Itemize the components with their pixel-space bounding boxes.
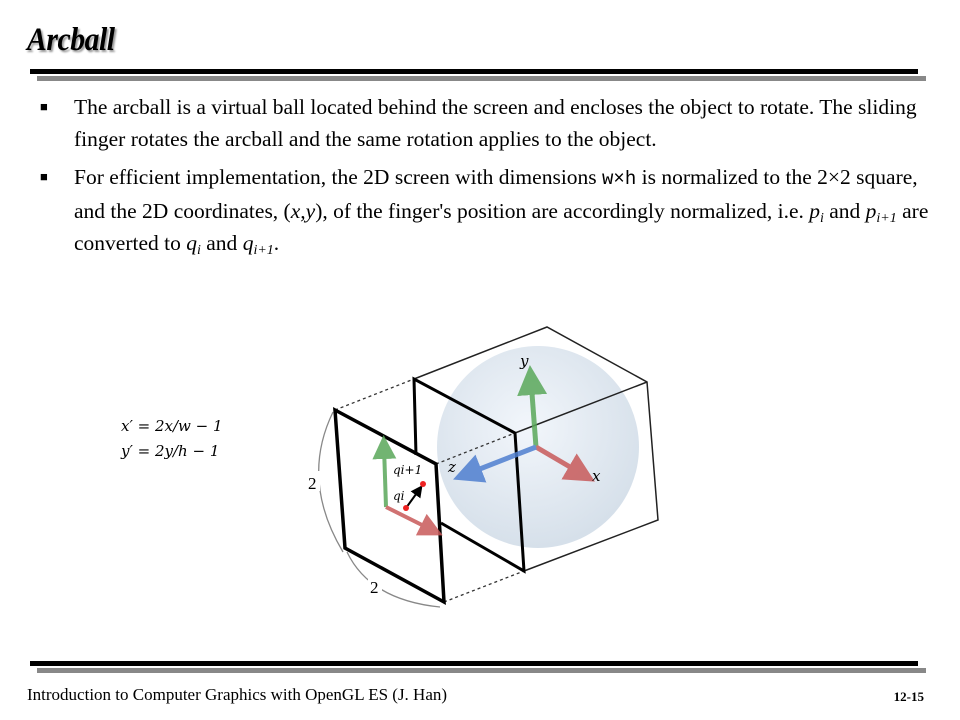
bullet-text: is normalized to the 2×2 square, and the 2D coordinates, ( xyxy=(74,165,918,223)
page-number: 12-15 xyxy=(893,689,924,704)
sub-i1: i+1 xyxy=(253,243,274,258)
period: . xyxy=(273,231,280,255)
footer-text: Introduction to Computer Graphics with OpenGL ES (J. Han) xyxy=(27,685,448,704)
qi-label: qi xyxy=(393,489,405,503)
equation-y: y′ = 2y/h − 1 xyxy=(121,442,220,460)
q-symbol: q xyxy=(242,231,254,255)
bullet-square-icon: ■ xyxy=(40,99,48,114)
dims-text: w×h xyxy=(602,168,637,190)
bullet-square-icon: ■ xyxy=(40,169,48,184)
point-qi xyxy=(403,505,409,511)
p-symbol: p xyxy=(809,199,820,223)
axis-x-label: x xyxy=(592,467,601,485)
bullet-text: The arcball is a virtual ball located behind the screen and encloses the object to rotate. The sliding finger rotates the arcball and the same rotation applies to the object. xyxy=(74,95,917,151)
sub-i: i xyxy=(197,243,201,258)
bullet-text: are converted to xyxy=(74,199,929,255)
point-qi1 xyxy=(420,481,426,487)
slide-title: Arcball xyxy=(27,22,115,58)
dimension-bottom-label: 2 xyxy=(370,578,379,597)
q-symbol: q xyxy=(186,231,197,255)
bullet-text: ), of the finger's position are accordingly normalized, i.e. xyxy=(315,199,810,223)
footer-rule-gray xyxy=(37,668,926,673)
front-screen-square xyxy=(335,410,444,602)
qi1-label: qi+1 xyxy=(393,463,423,477)
equation-x: x′ = 2x/w − 1 xyxy=(121,417,223,435)
axis-y-label: y xyxy=(520,352,529,370)
and-text: and xyxy=(200,231,243,255)
and-text: and xyxy=(823,199,866,223)
bullet-text: For efficient implementation, the 2D screen with dimensions xyxy=(74,165,603,189)
sub-i: i xyxy=(819,211,824,226)
xy-text: x,y xyxy=(290,199,316,223)
p-symbol: p xyxy=(865,199,877,223)
footer-rule-black xyxy=(30,661,918,666)
dimension-arc-bottom xyxy=(347,552,440,607)
axis-z-label: z xyxy=(448,458,456,476)
finger-motion-arrow xyxy=(406,490,419,508)
dimension-left-label: 2 xyxy=(308,474,317,493)
sub-i1: i+1 xyxy=(876,211,897,226)
